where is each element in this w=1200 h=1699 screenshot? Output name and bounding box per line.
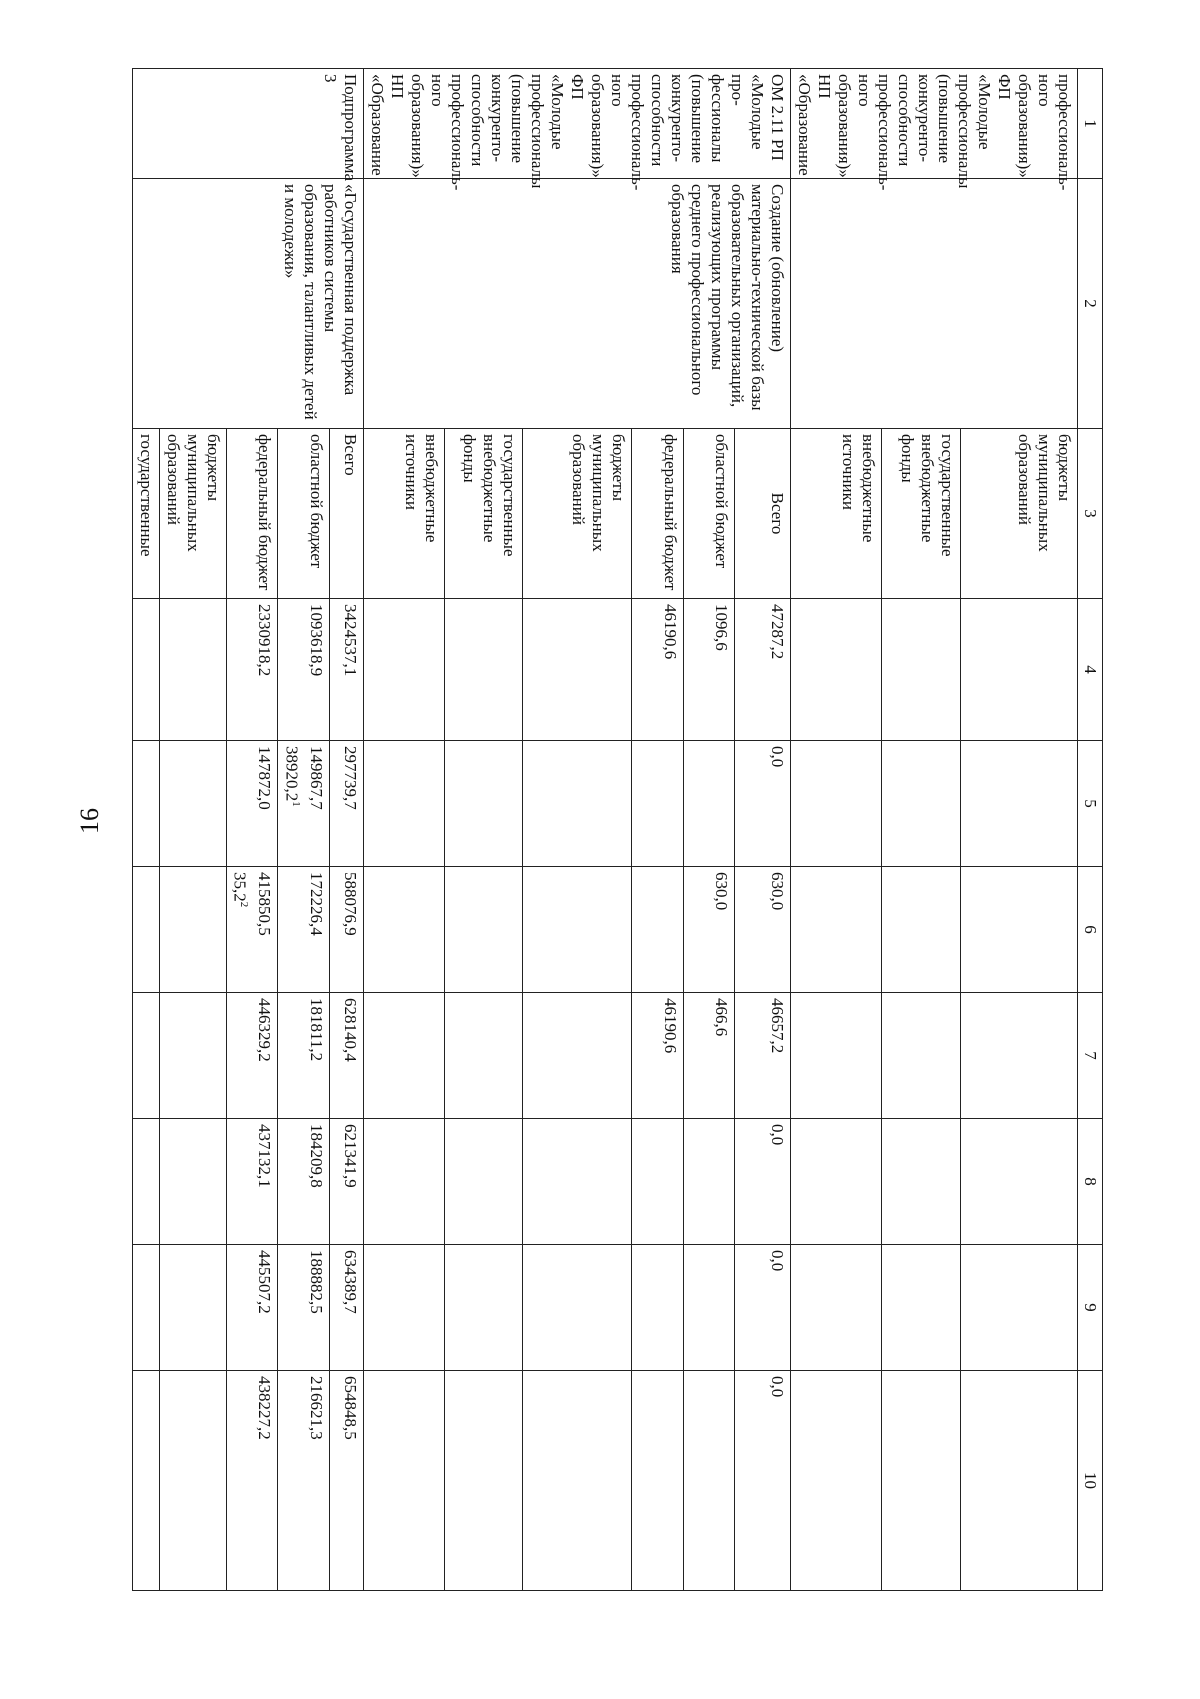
value-cell [683,741,734,867]
value-cell: 172226,4 [278,867,330,993]
value-cell [132,599,159,741]
value-cell: 2330918,2 [226,599,278,741]
value-cell: 445507,2 [226,1245,278,1371]
value-cell [522,1119,632,1245]
value-cell [683,1371,734,1591]
value-cell [522,1371,632,1591]
value-cell [364,1119,445,1245]
col-header: 3 [1078,429,1103,599]
value-cell: 621341,9 [330,1119,364,1245]
funding-source-cell: государственные внебюджетные фонды [881,429,961,599]
value-cell [791,741,882,867]
value-cell [961,1245,1078,1371]
footnote-marker: 1 [290,801,302,807]
value-cell [132,741,159,867]
value-cell [159,741,226,867]
value-cell: 147872,0 [226,741,278,867]
value-cell [791,1371,882,1591]
value-cell [881,1371,961,1591]
value-cell [961,993,1078,1119]
funding-source-cell: государственные [132,429,159,599]
budget-table [132,68,1103,1591]
value-cell [881,1119,961,1245]
value-cell [791,1245,882,1371]
value-cell [159,867,226,993]
value-cell [132,1371,159,1591]
value-cell [364,741,445,867]
value-cell [132,993,159,1119]
funding-source-cell: федеральный бюджет [226,429,278,599]
value-cell [881,741,961,867]
value-cell [881,599,961,741]
value-cell: 46190,6 [632,599,683,741]
value-cell [364,1371,445,1591]
value-cell: 0,0 [735,1119,791,1245]
value-cell [961,599,1078,741]
value-cell [226,867,278,993]
value-cell [791,867,882,993]
value-cell [364,867,445,993]
funding-source-cell: Всего [330,429,364,599]
table-row [961,69,1078,1591]
value-cell [961,867,1078,993]
value-cell: 1096,6 [683,599,734,741]
value-cell [522,1245,632,1371]
value-cell [278,741,330,867]
value-cell [444,993,522,1119]
measure-name-cell: Создание (обновление) материально-технической базы образовательных организаций, реализующих программы среднего профессионального образования [364,179,791,429]
program-name-cell: Подпрограмма 3 [132,69,363,179]
value-cell [961,1119,1078,1245]
footnote-marker: 2 [238,901,251,908]
funding-source-cell: областной бюджет [683,429,734,599]
value-text: 149867,7 [307,746,326,810]
value-cell [444,741,522,867]
value-cell [132,867,159,993]
value-cell [444,1119,522,1245]
measure-name-cell [791,179,1078,429]
value-cell: 588076,9 [330,867,364,993]
funding-source-cell: федеральный бюджет [632,429,683,599]
value-cell: 634389,7 [330,1245,364,1371]
value-cell: 630,0 [735,867,791,993]
value-cell [159,1371,226,1591]
value-cell [159,1245,226,1371]
value-cell [159,993,226,1119]
col-header: 2 [1078,179,1103,429]
value-cell [444,1245,522,1371]
col-header: 7 [1078,993,1103,1119]
program-name-cell: ОМ 2.11 РП «Молодые про-фессионалы (повышение конкуренто-способности профессиональ-ного образования)» ФП «Молодые профессионалы (повышение конкуренто-способности профессиональ-ного образования)» НП «Образование [364,69,791,179]
value-cell: 181811,2 [278,993,330,1119]
value-cell: 46190,6 [632,993,683,1119]
value-cell: 47287,2 [735,599,791,741]
value-cell [132,1245,159,1371]
value-cell: 3424537,1 [330,599,364,741]
funding-source-cell: бюджеты муниципальных образований [961,429,1078,599]
value-cell [159,1119,226,1245]
value-cell: 188882,5 [278,1245,330,1371]
value-cell [961,1371,1078,1591]
value-cell [364,1245,445,1371]
value-cell [632,1371,683,1591]
funding-source-cell: бюджеты муниципальных образований [522,429,632,599]
page-number: 16 [75,808,104,834]
value-extra-text: 35,2 [230,872,250,902]
value-extra [230,872,255,987]
value-cell: 0,0 [735,1245,791,1371]
value-cell [632,741,683,867]
table-row [735,69,791,1591]
value-cell [444,1371,522,1591]
col-header: 8 [1078,1119,1103,1245]
value-extra-text: 38920,2 [282,746,302,802]
value-cell [522,867,632,993]
table-row [330,69,364,1591]
budget-table-rotated [136,68,1103,1590]
value-cell: 297739,7 [330,741,364,867]
col-header: 4 [1078,599,1103,741]
value-cell: 437132,1 [226,1119,278,1245]
value-cell: 446329,2 [226,993,278,1119]
value-cell [683,1245,734,1371]
col-header: 10 [1078,1371,1103,1591]
value-cell [881,867,961,993]
value-cell: 466,6 [683,993,734,1119]
value-cell [364,993,445,1119]
funding-source-cell: внебюджетные источники [364,429,445,599]
measure-name-cell: «Государственная поддержка работников системы образования, талантливых детей и молодежи» [132,179,363,429]
value-cell [632,867,683,993]
col-header: 1 [1078,69,1103,179]
value-cell [159,599,226,741]
value-cell: 654848,5 [330,1371,364,1591]
funding-source-cell: бюджеты муниципальных образований [159,429,226,599]
program-name-cell: профессиональ-ного образования)» ФП «Молодые профессионалы (повышение конкуренто-способности профессиональ-ного образования)» НП «Образование [791,69,1078,179]
value-cell: 0,0 [735,1371,791,1591]
value-extra [281,746,306,861]
funding-source-cell: внебюджетные источники [791,429,882,599]
value-cell: 628140,4 [330,993,364,1119]
value-text: 415850,5 [255,872,275,936]
funding-source-cell: областной бюджет [278,429,330,599]
value-cell: 438227,2 [226,1371,278,1591]
value-cell [632,1119,683,1245]
value-cell [791,599,882,741]
value-cell [364,599,445,741]
col-header: 6 [1078,867,1103,993]
value-cell [961,741,1078,867]
value-cell: 216621,3 [278,1371,330,1591]
value-cell: 1093618,9 [278,599,330,741]
header-row [1078,69,1103,1591]
value-cell: 630,0 [683,867,734,993]
value-cell [632,1245,683,1371]
funding-source-cell: государственные внебюджетные фонды [444,429,522,599]
value-cell [522,741,632,867]
value-cell [444,599,522,741]
funding-source-cell: Всего [735,429,791,599]
value-cell [132,1119,159,1245]
value-cell [522,993,632,1119]
col-header: 9 [1078,1245,1103,1371]
value-cell [444,867,522,993]
value-cell [881,1245,961,1371]
value-cell: 46657,2 [735,993,791,1119]
value-cell [683,1119,734,1245]
value-cell: 184209,8 [278,1119,330,1245]
value-cell [791,1119,882,1245]
col-header: 5 [1078,741,1103,867]
value-cell [522,599,632,741]
value-cell [791,993,882,1119]
value-cell: 0,0 [735,741,791,867]
value-cell [881,993,961,1119]
